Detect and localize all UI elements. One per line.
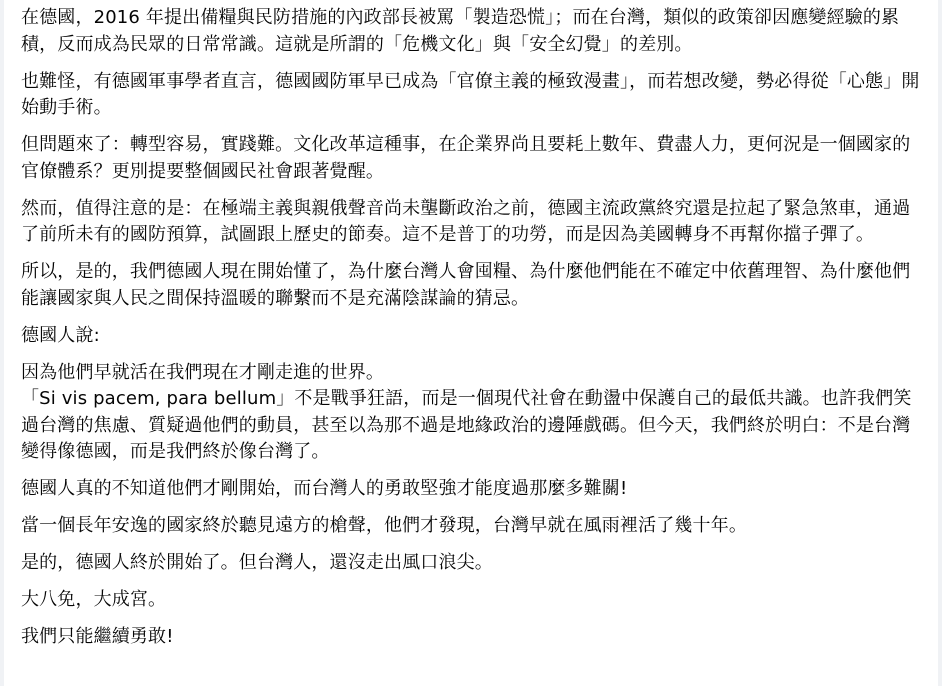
paragraph-2: 也難怪，有德國軍事學者直言，德國國防軍早已成為「官僚主義的極致漫畫」，而若想改變，勢必得從「心態」開始動手術。 [21,70,920,118]
post-body [4,0,938,686]
paragraph-7: 因為他們早就活在我們現在才剛走進的世界。 [21,361,384,383]
paragraph-10: 當一個長年安逸的國家終於聽見遠方的槍聲，他們才發現，台灣早就在風雨裡活了幾十年。 [21,515,747,536]
paragraph-4: 然而，值得注意的是：在極端主義與親俄聲音尚未壟斷政治之前，德國主流政黨終究還是拉起了緊急煞車，通過了前所未有的國防預算，試圖跟上歷史的節奏。這不是普丁的功勞，而是因為美國轉身不再幫你擋子彈了。 [21,197,911,245]
paragraph-3: 但問題來了：轉型容易，實踐難。文化改革這種事，在企業界尚且要耗上數年、費盡人力，更何況是一個國家的官僚體系？更別提要整個國民社會跟著覺醒。 [21,134,911,182]
paragraph-1: 在德國，2016 年提出備糧與民防措施的內政部長被罵「製造恐慌」；而在台灣，類似的政策卻因應變經驗的累積，反而成為民眾的日常常識。這就是所謂的「危機文化」與「安全幻覺」的差別。 [21,7,900,55]
paragraph-6: 德國人說: [21,324,100,346]
paragraph-5: 所以，是的，我們德國人現在開始懂了，為什麼台灣人會囤糧、為什麼他們能在不確定中依舊理智、為什麼他們能讓國家與人民之間保持溫暖的聯繫而不是充滿陰謀論的猜忌。 [21,261,911,309]
paragraph-11: 是的，德國人終於開始了。但台灣人，還沒走出風口浪尖。 [21,552,493,573]
paragraph-12: 大八免，大成宮。 [21,589,167,610]
paragraph-8: 「Si vis pacem, para bellum」不是戰爭狂語，而是一個現代社會在動盪中保護自己的最低共識。也許我們笑過台灣的焦慮、質疑過他們的動員，甚至以為那不過是地緣政治的邊陲戲碼。但今天，我們終於明白：不是台灣變得像德國，而是我們終於像台灣了。 [21,388,912,462]
paragraph-9: 德國人真的不知道他們才剛開始，而台灣人的勇敢堅強才能度過那麼多難關! [21,478,628,499]
paragraph-13: 我們只能繼續勇敢! [21,626,174,647]
